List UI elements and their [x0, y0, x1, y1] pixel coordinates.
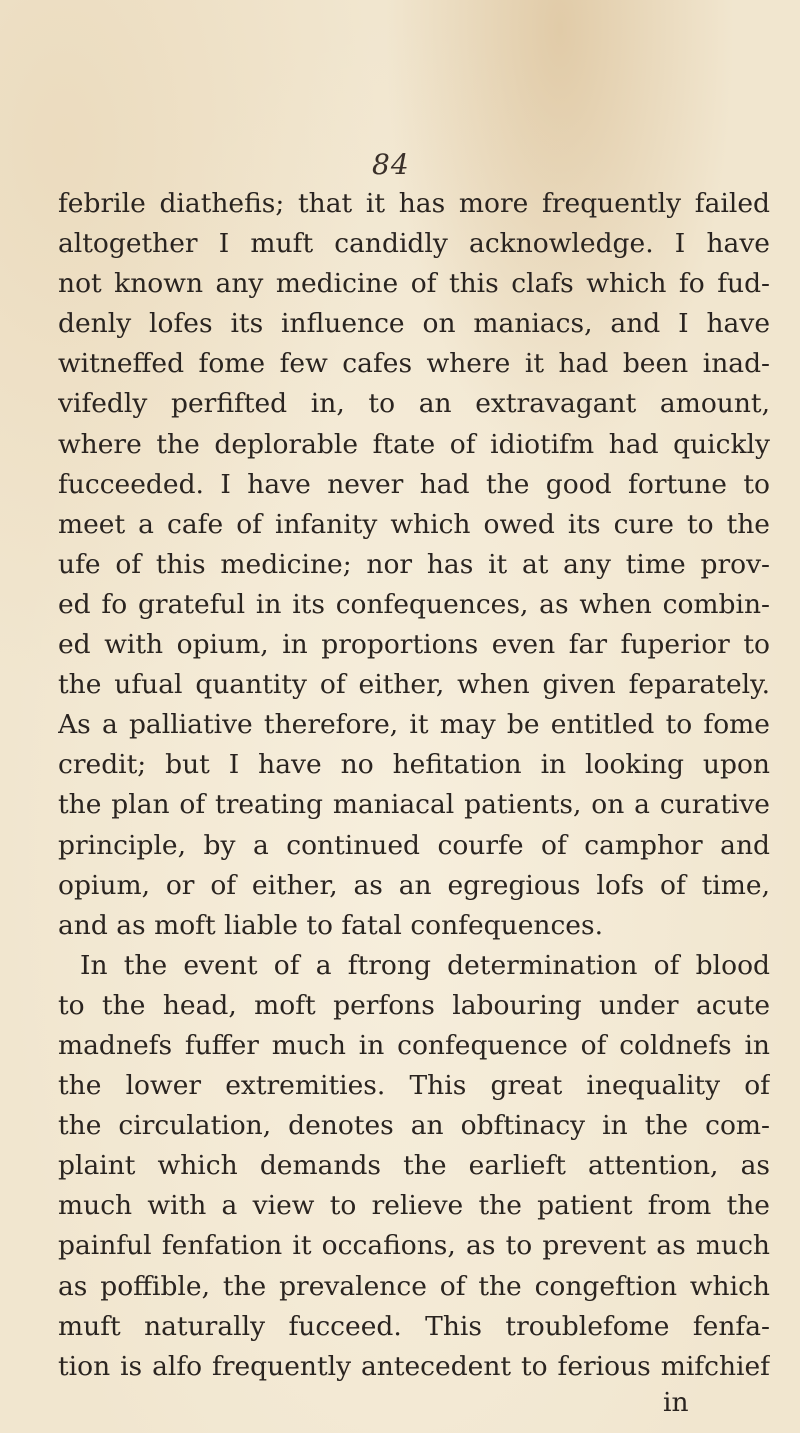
text-line: denly lofes its influence on maniacs, and I have	[58, 308, 770, 340]
text-line: much with a view to relieve the patient from the	[58, 1190, 770, 1222]
text-line: ufe of this medicine; nor has it at any time prov-	[58, 548, 770, 580]
text-line: ed fo grateful in its confequences, as when combin-	[58, 588, 770, 620]
text-line: painful fenfation it occafions, as to prevent as much	[58, 1230, 770, 1262]
body-text	[58, 184, 770, 1387]
text-line: the ufual quantity of either, when given feparately.	[58, 669, 770, 701]
text-line: meet a cafe of infanity which owed its cure to the	[58, 508, 770, 540]
page-number: 84	[372, 148, 410, 181]
text-line: the circulation, denotes an obftinacy in the com-	[58, 1110, 770, 1142]
text-line: and as moft liable to fatal confequences.	[58, 909, 603, 941]
text-line: not known any medicine of this clafs which fo fud-	[58, 268, 770, 300]
text-line: the plan of treating maniacal patients, on a curative	[58, 789, 770, 821]
text-line: where the deplorable ftate of idiotifm had quickly	[58, 428, 770, 460]
catchword: in	[663, 1387, 689, 1418]
text-line: witneffed fome few cafes where it had been inad-	[58, 348, 770, 380]
text-line: ed with opium, in proportions even far fuperior to	[58, 629, 770, 661]
text-line: muft naturally fucceed. This troublefome fenfa-	[58, 1310, 770, 1342]
text-line: As a palliative therefore, it may be entitled to fome	[58, 709, 770, 741]
text-line: opium, or of either, as an egregious lofs of time,	[58, 869, 770, 901]
text-line: plaint which demands the earlieft attention, as	[58, 1150, 770, 1182]
text-line: as poffible, the prevalence of the congeftion which	[58, 1270, 770, 1302]
text-line: fucceeded. I have never had the good fortune to	[58, 468, 770, 500]
text-line: to the head, moft perfons labouring under acute	[58, 989, 770, 1021]
text-line: tion is alfo frequently antecedent to ferious mifchief	[58, 1350, 770, 1382]
text-line: the lower extremities. This great inequality of	[58, 1070, 770, 1102]
text-line: vifedly perfifted in, to an extravagant amount,	[58, 388, 770, 420]
text-line: febrile diathefis; that it has more frequently failed	[58, 188, 770, 219]
text-line: In the event of a ftrong determination of blood	[80, 949, 770, 981]
text-line: altogether I muft candidly acknowledge. I have	[58, 228, 770, 260]
text-line: madnefs fuffer much in confequence of coldnefs in	[58, 1029, 770, 1061]
text-line: credit; but I have no hefitation in looking upon	[58, 749, 770, 781]
text-line: principle, by a continued courfe of camphor and	[58, 829, 770, 861]
